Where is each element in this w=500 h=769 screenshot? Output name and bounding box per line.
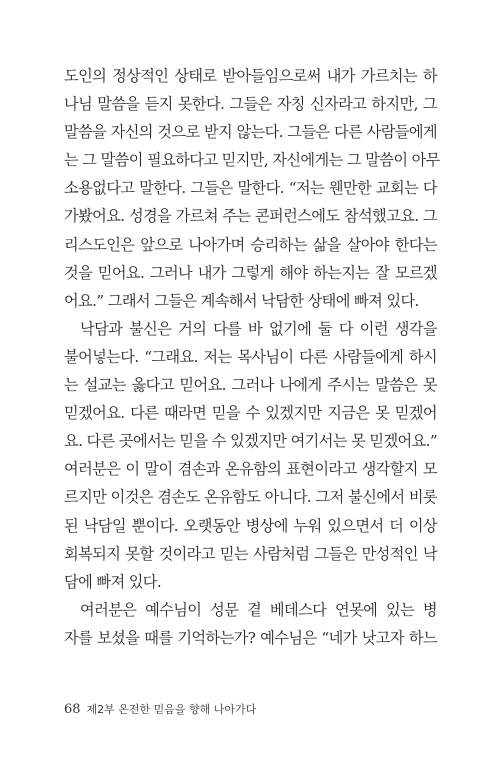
running-title: 제2부 온전한 믿음을 향해 나아가다 — [86, 703, 257, 716]
text-line: 어요.” 그래서 그들은 계속해서 낙담한 상태에 빠져 있다. — [64, 291, 419, 310]
text-line: 말씀을 자신의 것으로 받지 않는다. 그들은 다른 사람들에게 — [64, 123, 437, 142]
page-footer — [64, 701, 256, 717]
text-line: 여러분은 이 말이 겸손과 온유함의 표현이라고 생각할지 모 — [64, 460, 437, 479]
text-line: 담에 빠져 있다. — [64, 572, 162, 591]
text-line: 된 낙담일 뿐이다. 오랫동안 병상에 누워 있으면서 더 이상 — [64, 516, 437, 535]
text-line: 요. 다른 곳에서는 믿을 수 있겠지만 여기서는 못 믿겠어요.” — [64, 432, 438, 451]
text-line: 낙담과 불신은 거의 다를 바 없기에 둘 다 이런 생각을 — [80, 319, 437, 338]
text-line: 불어넣는다. “그래요. 저는 목사님이 다른 사람들에게 하시 — [64, 347, 437, 366]
text-line: 여러분은 예수님이 성문 곁 베데스다 연못에 있는 병 — [80, 600, 437, 619]
text-line: 자를 보셨을 때를 기억하는가? 예수님은 “네가 낫고자 하느 — [64, 628, 437, 647]
text-line: 나님 말씀을 듣지 못한다. 그들은 자칭 신자라고 하지만, 그 — [64, 95, 437, 114]
text-line: 가봤어요. 성경을 가르쳐 주는 콘퍼런스에도 참석했고요. 그 — [64, 207, 437, 226]
text-line: 르지만 이것은 겸손도 온유함도 아니다. 그저 불신에서 비롯 — [64, 488, 437, 507]
text-line: 것을 믿어요. 그러나 내가 그렇게 해야 하는지는 잘 모르겠 — [64, 263, 437, 282]
text-line: 는 그 말씀이 필요하다고 믿지만, 자신에게는 그 말씀이 아무 — [64, 151, 440, 170]
text-line: 회복되지 못할 것이라고 믿는 사람처럼 그들은 만성적인 낙 — [64, 544, 437, 563]
body-text — [64, 62, 440, 652]
page-number: 68 — [64, 702, 81, 717]
text-line: 믿겠어요. 다른 때라면 믿을 수 있겠지만 지금은 못 믿겠어 — [64, 404, 437, 423]
text-line: 는 설교는 옳다고 믿어요. 그러나 나에게 주시는 말씀은 못 — [64, 376, 437, 395]
text-line: 도인의 정상적인 상태로 받아들임으로써 내가 가르치는 하 — [64, 67, 437, 85]
text-line: 소용없다고 말한다. 그들은 말한다. “저는 웬만한 교회는 다 — [64, 179, 437, 198]
text-line: 리스도인은 앞으로 나아가며 승리하는 삶을 살아야 한다는 — [64, 235, 437, 254]
